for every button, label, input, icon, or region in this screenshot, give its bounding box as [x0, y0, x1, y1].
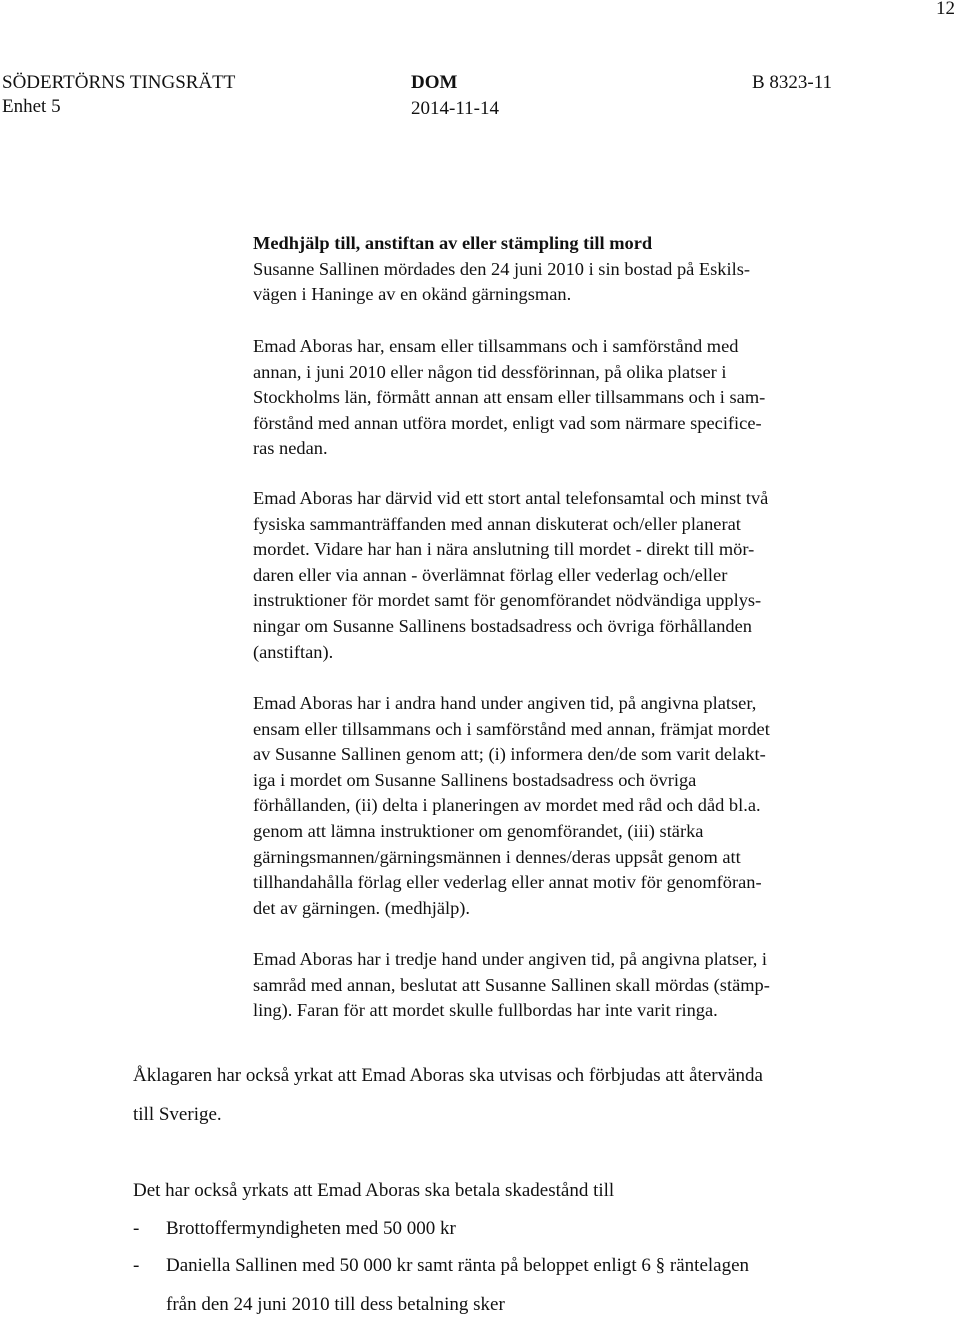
damages-list-item — [133, 1218, 456, 1240]
paragraph-aiding — [253, 691, 893, 921]
document-type: DOM — [411, 72, 458, 93]
paragraph-line: Emad Aboras har i andra hand under angiven tid, på angivna platser, — [253, 693, 757, 713]
damages-item-continuation: från den 24 juni 2010 till dess betalning sker — [166, 1294, 505, 1315]
paragraph-line: till Sverige. — [133, 1103, 222, 1125]
paragraph-line: förhållanden, (ii) delta i planeringen av mordet med råd och dåd bl.a. — [253, 795, 761, 816]
court-unit: Enhet 5 — [2, 96, 61, 117]
bullet-dash: - — [133, 1218, 140, 1239]
page-number: 12 — [936, 0, 955, 19]
paragraph-line: Åklagaren har också yrkat att Emad Aboras ska utvisas och förbjudas att återvända — [133, 1065, 763, 1086]
paragraph-line: Stockholms län, förmått annan att ensam eller tillsammans och i sam- — [253, 387, 766, 408]
paragraph-line: samråd med annan, beslutat att Susanne Sallinen skall mördas (stämp- — [253, 974, 770, 995]
expulsion-claim — [133, 1057, 763, 1134]
paragraph-line: Emad Aboras har i tredje hand under angiven tid, på angivna platser, i — [253, 949, 768, 969]
damages-intro: Det har också yrkats att Emad Aboras ska betala skadestånd till — [133, 1180, 615, 1201]
paragraph-line: ling). Faran för att mordet skulle fullbordas har inte varit ringa. — [253, 1000, 718, 1021]
paragraph-conspiracy — [253, 947, 893, 1024]
section-heading: Medhjälp till, anstiftan av eller stämpling till mord — [253, 233, 653, 253]
damages-item-text: Brottoffermyndigheten med 50 000 kr — [166, 1218, 456, 1239]
paragraph-line: fysiska sammanträffanden med annan diskuterat och/eller planerat — [253, 513, 741, 534]
paragraph-line: ningar om Susanne Sallinens bostadsadress och övriga förhållanden — [253, 615, 752, 636]
paragraph-line: mordet. Vidare har han i nära anslutning till mordet - direkt till mör- — [253, 539, 755, 560]
paragraph-line: Emad Aboras har, ensam eller tillsammans och i samförstånd med — [253, 336, 739, 356]
paragraph-line: Emad Aboras har därvid vid ett stort antal telefonsamtal och minst två — [253, 488, 769, 508]
intro-line: vägen i Haninge av en okänd gärningsman. — [253, 284, 572, 305]
paragraph-line: (anstiftan). — [253, 641, 334, 662]
paragraph-line: gärningsmannen/gärningsmännen i dennes/deras uppsåt genom att — [253, 846, 741, 867]
court-name: SÖDERTÖRNS TINGSRÄTT — [2, 72, 236, 93]
paragraph-instigation-details — [253, 486, 893, 665]
damages-item-text: Daniella Sallinen med 50 000 kr samt ränta på beloppet enligt 6 § räntelagen — [166, 1255, 750, 1276]
document-date: 2014-11-14 — [411, 98, 499, 119]
paragraph-line: genom att lämna instruktioner om genomförandet, (iii) stärka — [253, 820, 704, 841]
paragraph-line: av Susanne Sallinen genom att; (i) informera den/de som varit delakt- — [253, 744, 766, 765]
charge-heading-block — [253, 231, 893, 308]
bullet-dash: - — [133, 1255, 140, 1276]
paragraph-line: instruktioner för mordet samt för genomförandet nödvändiga upplys- — [253, 590, 762, 611]
paragraph-line: daren eller via annan - överlämnat förlag eller vederlag och/eller — [253, 564, 728, 585]
paragraph-line: annan, i juni 2010 eller någon tid dessförinnan, på olika platser i — [253, 361, 727, 382]
paragraph-line: ras nedan. — [253, 438, 328, 459]
damages-list-item — [133, 1255, 749, 1277]
paragraph-line: iga i mordet om Susanne Sallinens bostadsadress och övriga — [253, 769, 697, 790]
paragraph-instigation-summary — [253, 334, 893, 462]
paragraph-line: ensam eller tillsammans och i samförstånd med annan, främjat mordet — [253, 718, 770, 739]
paragraph-line: tillhandahålla förlag eller vederlag eller annat motiv för genomföran- — [253, 872, 762, 893]
paragraph-line: förstånd med annan utföra mordet, enligt vad som närmare specifice- — [253, 412, 762, 433]
intro-line: Susanne Sallinen mördades den 24 juni 2010 i sin bostad på Eskils- — [253, 258, 751, 279]
paragraph-line: det av gärningen. (medhjälp). — [253, 897, 471, 918]
case-number: B 8323-11 — [752, 72, 833, 93]
